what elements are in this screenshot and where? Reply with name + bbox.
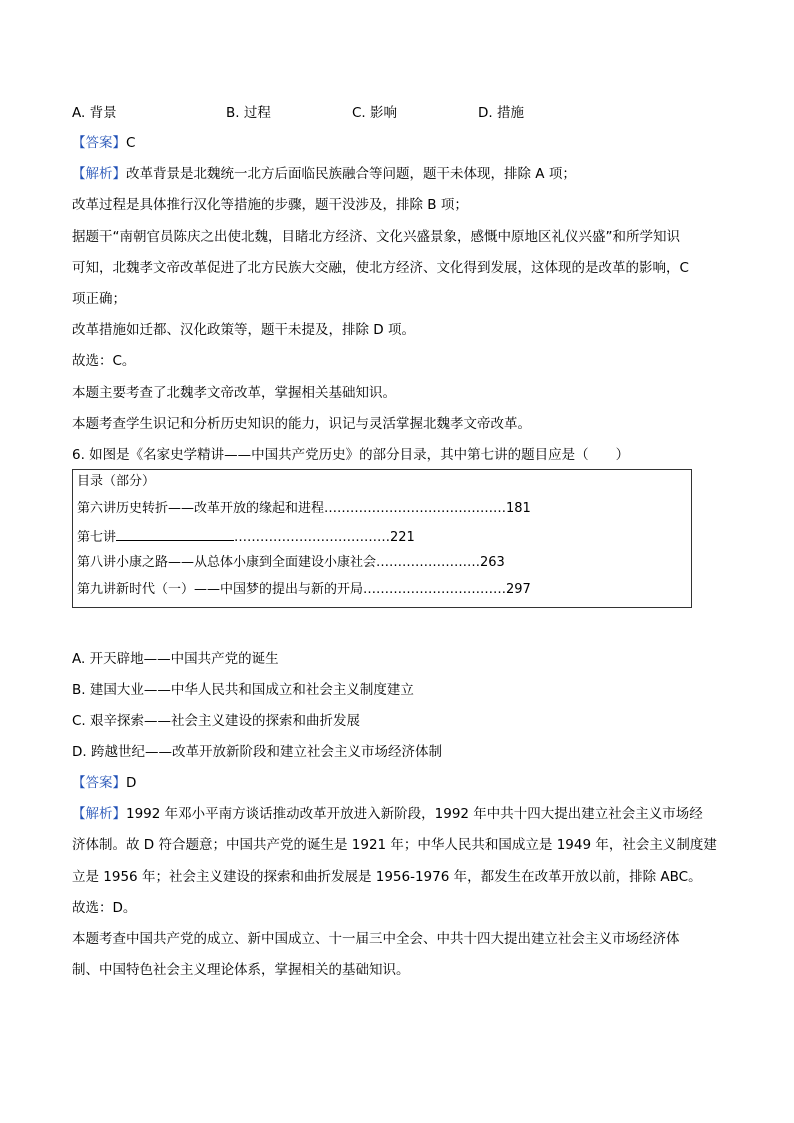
q6-analysis-line: 故选：D。 — [72, 900, 137, 916]
q5-answer — [72, 134, 135, 152]
q6-analysis-line: 【解析】1992 年邓小平南方谈话推动改革开放进入新阶段，1992 年中共十四大提出建立社会主义市场经 — [72, 806, 703, 822]
q5-option-a: A. 背景 — [72, 105, 117, 121]
q5-option-b: B. 过程 — [226, 105, 271, 121]
q5-analysis-line: 项正确； — [72, 291, 126, 307]
q5-analysis-line: 本题考查学生识记和分析历史知识的能力，识记与灵活掌握北魏孝文帝改革。 — [72, 416, 531, 432]
answer-tag: 【答案】 — [72, 135, 126, 151]
q5-analysis-line: 故选：C。 — [72, 353, 136, 369]
q5-analysis-line: 可知，北魏孝文帝改革促进了北方民族大交融，使北方经济、文化得到发展，这体现的是改革的影响，C — [72, 260, 689, 276]
toc-box — [72, 469, 692, 608]
q6-analysis-line: 本题考查中国共产党的成立、新中国成立、十一届三中全会、中共十四大提出建立社会主义市场经济体 — [72, 931, 680, 947]
q6-analysis-line: 济体制。故 D 符合题意；中国共产党的诞生是 1921 年；中华人民共和国成立是 1949 年，社会主义制度建 — [72, 837, 717, 853]
answer-tag: 【答案】 — [72, 775, 126, 791]
q5-analysis-line: 改革措施如迁都、汉化政策等，题干未提及，排除 D 项。 — [72, 322, 415, 338]
toc-entry: 第九讲新时代（一）——中国梦的提出与新的开局……………………………297 — [77, 582, 531, 597]
toc-entry: 第六讲历史转折——改革开放的缘起和进程……………………………………181 — [77, 501, 531, 516]
q6-stem: 6. 如图是《名家史学精讲——中国共产党历史》的部分目录，其中第七讲的题目应是（ ） — [72, 447, 630, 463]
q5-analysis-line: 据题干“南朝官员陈庆之出使北魏，目睹北方经济、文化兴盛景象，感慨中原地区礼仪兴盛”和所学知识 — [72, 229, 680, 245]
toc-heading: 目录（部分） — [77, 474, 156, 489]
q6-answer — [72, 774, 136, 792]
q5-analysis-line: 改革过程是具体推行汉化等措施的步骤，题干没涉及，排除 B 项； — [72, 197, 468, 213]
q6-option-c: C. 艰辛探索——社会主义建设的探索和曲折发展 — [72, 713, 361, 729]
q6-option-b: B. 建国大业——中华人民共和国成立和社会主义制度建立 — [72, 682, 414, 698]
q6-analysis-line: 制、中国特色社会主义理论体系，掌握相关的基础知识。 — [72, 962, 410, 978]
analysis-tag: 【解析】 — [72, 806, 126, 822]
q5-analysis-line: 本题主要考查了北魏孝文帝改革，掌握相关基础知识。 — [72, 385, 396, 401]
blank-line — [116, 527, 234, 541]
answer-value: D — [126, 775, 137, 791]
q6-option-a: A. 开天辟地——中国共产党的诞生 — [72, 651, 279, 667]
q5-option-c: C. 影响 — [352, 105, 398, 121]
q5-analysis-line: 【解析】改革背景是北魏统一北方后面临民族融合等问题，题干未体现，排除 A 项； — [72, 166, 576, 182]
q5-option-d: D. 措施 — [478, 105, 524, 121]
q6-analysis-line: 立是 1956 年；社会主义建设的探索和曲折发展是 1956-1976 年，都发生在改革开放以前，排除 ABC。 — [72, 869, 702, 885]
answer-value: C — [126, 135, 136, 151]
analysis-tag: 【解析】 — [72, 166, 126, 182]
toc-entry: 第八讲小康之路——从总体小康到全面建设小康社会……………………263 — [77, 555, 505, 570]
toc-entry: 第七讲 ………………………………221 — [77, 527, 415, 547]
q6-option-d: D. 跨越世纪——改革开放新阶段和建立社会主义市场经济体制 — [72, 744, 442, 760]
